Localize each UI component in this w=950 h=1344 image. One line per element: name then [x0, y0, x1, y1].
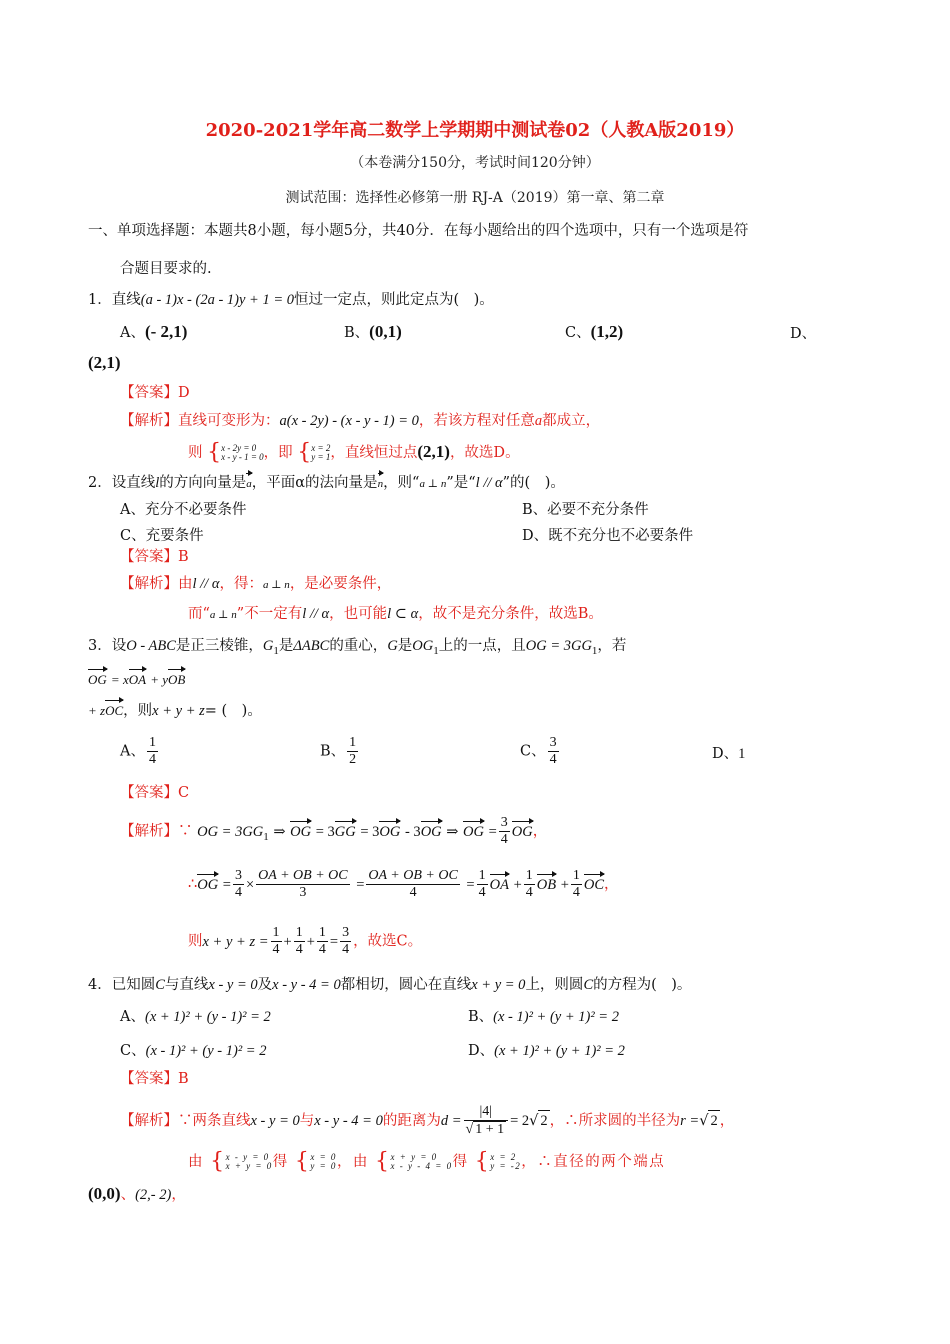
math: =: [488, 823, 497, 840]
text: ，故选D。: [449, 445, 520, 461]
row: x - y = 0: [225, 1152, 270, 1162]
fraction: [233, 868, 244, 901]
exam-range: 测试范围：选择性必修第一册 RJ-A（2019）第一章、第二章: [285, 190, 665, 206]
row: x + y = 0: [390, 1152, 438, 1162]
denominator: 3: [299, 885, 307, 900]
denominator: 4: [234, 885, 242, 900]
vector: GG: [334, 823, 356, 840]
brace: {: [297, 440, 312, 465]
text: 及: [257, 977, 273, 993]
q2-option-b: B、必要不充分条件: [522, 502, 649, 518]
radicand: 1 + 1: [475, 1122, 505, 1137]
fraction: [347, 735, 358, 768]
option-label: B、: [344, 325, 370, 341]
fraction: [366, 868, 459, 901]
q2-option-d: D、既不充分也不必要条件: [522, 528, 694, 544]
text: 由: [188, 1154, 204, 1170]
numerator: 1: [272, 925, 280, 940]
denominator: 4: [572, 885, 580, 900]
numerator: 3: [342, 925, 350, 940]
vector: OG: [88, 670, 107, 690]
subscript: 1: [273, 644, 279, 657]
text: ，: [604, 876, 619, 893]
q2-answer: [120, 547, 189, 567]
option-value: 1: [738, 746, 746, 762]
q3-solution-line1: [120, 815, 547, 848]
vector: n: [378, 474, 384, 494]
option-label: A、: [120, 1009, 145, 1025]
math: - 3: [404, 823, 421, 840]
text: ，若: [597, 638, 627, 654]
math: a(x - 2y) - (x - y - 1) = 0: [279, 413, 419, 429]
q4-solution-line3: [88, 1184, 186, 1205]
answer-label: 【答案】: [120, 549, 178, 565]
q3-solution-line3: 则x + y + z = $\frac{1}{4}$ + $\frac{1}{4}$ + $\frac{1}{4}$ = $\frac{3}{4}$ ，故选C。: [188, 925, 423, 957]
text: 的重心，: [329, 638, 388, 654]
numerator: 1: [525, 868, 533, 883]
analysis-label: 【解析】: [120, 576, 178, 592]
text: 得: [272, 1154, 289, 1170]
brace: {: [210, 1149, 226, 1174]
q3-solution-line2: ∴OG = $\frac{3}{4}$ × $\frac{OA + OB + OC}{3}$ = $\frac{OA + OB + OC}{4}$ = $\frac{1}{4}$ OA + $\frac{1}{4}$ OB + $\frac{1}{4}$ OC，: [188, 868, 619, 900]
q2-stem: [88, 473, 565, 494]
numerator: 1: [318, 925, 326, 940]
text: 的方程为( )。: [593, 977, 692, 993]
option-label: A、: [120, 325, 145, 341]
option-value: (2,1): [88, 353, 121, 372]
text: ，则: [123, 703, 153, 719]
numerator: 3: [234, 868, 242, 883]
text: 3．设: [88, 638, 127, 654]
analysis-label: 【解析】: [120, 1113, 178, 1129]
fraction: $\frac{|4|}{√ 1 + 1}$: [464, 1104, 509, 1138]
option-label: C、: [520, 743, 546, 760]
q4-option-c: [120, 1041, 266, 1061]
option-label: B、: [320, 743, 346, 760]
math: = 3: [360, 823, 380, 840]
subscript: 1: [433, 644, 439, 657]
math: OG = 3GG: [525, 638, 592, 654]
system-6: [490, 1153, 521, 1171]
fraction: [340, 925, 351, 958]
option-value: (- 2,1): [144, 322, 188, 341]
fraction: [499, 815, 510, 848]
text: 上，则圆: [525, 977, 584, 993]
vector: OA: [489, 876, 509, 893]
analysis-label: 【解析】: [120, 413, 178, 429]
row: x - y - 4 = 0: [390, 1161, 453, 1171]
answer-label: 【答案】: [120, 1071, 178, 1087]
text: 、: [120, 1187, 136, 1203]
brace: {: [294, 1149, 311, 1174]
option-value: (x + 1)² + (y + 1)² = 2: [494, 1043, 625, 1059]
math: = 2: [510, 1113, 530, 1129]
fraction: [294, 925, 305, 958]
q3-stem-line3: [88, 701, 262, 721]
exam-note: （本卷满分150分，考试时间120分钟）: [350, 155, 600, 171]
numerator: 1: [295, 925, 303, 940]
text: 的距离为: [382, 1113, 441, 1129]
row: x = 2: [311, 443, 331, 453]
math: a ⊥ n: [209, 609, 237, 621]
numerator: |4|: [464, 1104, 509, 1121]
option-value: (x + 1)² + (y - 1)² = 2: [144, 1009, 271, 1025]
math: =: [466, 876, 475, 893]
fraction: [271, 925, 282, 958]
math: G: [262, 638, 274, 654]
math: ⇒: [446, 823, 459, 840]
math: x - y = 0: [250, 1113, 300, 1129]
q3-option-c: [520, 735, 561, 768]
vector: OG: [379, 823, 401, 840]
q4-option-a: [120, 1007, 271, 1027]
fraction: [256, 868, 349, 901]
math: l // α: [475, 475, 503, 491]
q3-option-a: [120, 735, 160, 768]
system-4: [310, 1153, 337, 1171]
row: x = 0: [310, 1152, 337, 1162]
answer-value: B: [178, 1071, 189, 1087]
q4-solution-line2: [188, 1149, 666, 1174]
numerator: 3: [500, 815, 508, 830]
denominator: 4: [272, 942, 280, 957]
denominator: 4: [295, 942, 303, 957]
answer-value: D: [178, 385, 190, 401]
math: l: [155, 475, 160, 491]
subscript: 1: [263, 830, 269, 843]
vector: OG: [463, 823, 484, 840]
text: 4．已知圆: [88, 977, 156, 993]
math: =: [356, 876, 365, 893]
q2-solution-line2: [188, 604, 603, 625]
math: (2,1): [417, 442, 450, 461]
text: 与: [299, 1113, 315, 1129]
text: 是: [397, 638, 413, 654]
denominator: 2: [349, 752, 357, 767]
fraction: [524, 868, 535, 901]
row: y = 0: [310, 1161, 337, 1171]
math: x - y - 4 = 0: [314, 1113, 383, 1129]
math: (2,- 2): [135, 1187, 172, 1203]
text: ，即: [263, 445, 293, 461]
vector: OA: [129, 670, 146, 690]
denominator: 4: [478, 885, 486, 900]
answer-label: 【答案】: [120, 385, 178, 401]
row: x + y = 0: [225, 1161, 273, 1171]
option-value: (x - 1)² + (y - 1)² = 2: [145, 1043, 267, 1059]
text: ，: [719, 1113, 735, 1129]
analysis-label: 【解析】: [120, 823, 178, 840]
text: 的方向向量是: [159, 475, 247, 491]
text: ，由: [336, 1154, 369, 1170]
math: a ⊥ n: [262, 579, 290, 591]
brace: {: [474, 1149, 491, 1174]
option-value: (1,2): [590, 322, 624, 341]
q3-stem-line2: [88, 670, 185, 691]
q1-solution-line1: [120, 411, 600, 431]
system-2: [311, 444, 330, 462]
answer-label: 【答案】: [120, 785, 178, 801]
page-title: 2020-2021学年高二数学上学期期中测试卷02（人教A版2019）: [205, 120, 745, 141]
math: C: [155, 977, 165, 993]
row: x = 2: [490, 1152, 517, 1162]
vector: OG: [420, 823, 442, 840]
text: ，是必要条件，: [289, 576, 392, 592]
text: ∵两条直线: [178, 1113, 251, 1129]
text: ，平面α的法向量是: [251, 475, 378, 491]
q2-option-a: A、充分不必要条件: [120, 502, 247, 518]
text: ，则“: [383, 475, 420, 491]
math: x + y + z: [152, 703, 205, 719]
text: 都成立，: [542, 413, 601, 429]
math: ΔABC: [293, 638, 330, 654]
math: d =: [440, 1113, 462, 1129]
math: a ⊥ n: [419, 478, 447, 490]
math: l // α: [302, 606, 330, 622]
vector: OC: [583, 876, 605, 893]
system-1: [221, 444, 264, 462]
fraction: [548, 735, 559, 768]
math: (0,0): [88, 1184, 121, 1203]
text: 2．设直线: [88, 475, 156, 491]
denominator: 4: [318, 942, 326, 957]
text: ∴: [188, 876, 198, 893]
text: 得: [452, 1154, 469, 1170]
text: 则: [188, 445, 203, 461]
math: x + y = 0: [471, 977, 526, 993]
math: l // α: [192, 576, 220, 592]
numerator: 1: [478, 868, 486, 883]
numerator: 1: [572, 868, 580, 883]
q3-option-d: [712, 744, 745, 764]
q3-option-b: [320, 735, 360, 768]
math: x - y - 4 = 0: [272, 977, 341, 993]
system-5: [391, 1153, 453, 1171]
math: = x: [110, 672, 129, 687]
q1-option-c: [565, 322, 623, 343]
vector: OB: [168, 670, 185, 690]
math: a: [534, 413, 543, 429]
text: = ( )。: [204, 703, 262, 719]
section-heading-line2: 合题目要求的.: [120, 261, 212, 277]
text: ，∴所求圆的半径为: [549, 1113, 681, 1129]
numerator: 1: [148, 735, 156, 750]
brace: {: [207, 440, 222, 465]
section-heading-line1: 一、单项选择题：本题共8小题，每小题5分，共40分．在每小题给出的四个选项中，只有一个选项是符: [88, 223, 749, 239]
denominator: 4: [342, 942, 350, 957]
option-value: (x - 1)² + (y + 1)² = 2: [493, 1009, 619, 1025]
q4-solution-line1: 【解析】∵两条直线x - y = 0与x - y - 4 = 0的距离为d = $\frac{|4|}{√ 1 + 1}$ = 2√ 2 ，∴所求圆的半径为r =√ 2 ，: [120, 1104, 735, 1137]
q1-option-d-label: D、: [790, 326, 817, 342]
text: 与直线: [164, 977, 209, 993]
text: 则: [188, 933, 203, 950]
q3-answer: [120, 783, 189, 803]
text: 是正三棱锥，: [175, 638, 263, 654]
q3-stem: [88, 636, 626, 661]
radicand: 2: [538, 1110, 549, 1131]
text: 直线可变形为：: [178, 413, 280, 429]
q1-stem-tail: 恒过一定点，则此定点为( )。: [293, 292, 494, 308]
q4-option-b: [468, 1007, 619, 1027]
text: ，若该方程对任意: [418, 413, 535, 429]
math: OG = 3GG: [197, 823, 264, 840]
vector: OG: [511, 823, 533, 840]
row: x - y - 1 = 0: [221, 452, 264, 462]
numerator: OA + OB + OC: [368, 868, 458, 883]
option-value: (0,1): [369, 322, 402, 341]
numerator: OA + OB + OC: [258, 868, 348, 883]
text: ，直线恒过点: [330, 445, 418, 461]
text: ，: [532, 823, 548, 840]
math: + y: [150, 672, 168, 687]
math: O - ABC: [126, 638, 176, 654]
text: ，: [171, 1187, 186, 1203]
math: = 3: [315, 823, 335, 840]
denominator: 4: [525, 885, 533, 900]
text: 由: [178, 576, 193, 592]
subscript: 1: [591, 644, 598, 657]
radicand: 2: [708, 1110, 719, 1131]
answer-value: B: [178, 549, 189, 565]
text: 是: [278, 638, 294, 654]
text: ”是“: [446, 475, 476, 491]
text: ”不一定有: [236, 606, 303, 622]
q4-stem: [88, 975, 691, 995]
option-label: D、: [468, 1043, 495, 1059]
q1-option-b: [344, 322, 402, 343]
text: ，∴直径的两个端点: [521, 1154, 666, 1170]
math: ×: [245, 876, 255, 893]
text: ，故选C。: [353, 933, 423, 950]
q1-stem: [88, 290, 494, 310]
option-label: C、: [120, 1043, 146, 1059]
fraction: [477, 868, 488, 901]
math: r =: [680, 1113, 700, 1129]
row: x - 2y = 0: [221, 443, 257, 453]
vector: OG: [290, 823, 312, 840]
text: 上的一点，且: [438, 638, 526, 654]
math: + z: [88, 703, 106, 718]
q1-answer: [120, 383, 190, 403]
math: OG: [412, 638, 434, 654]
text: 都相切，圆心在直线: [340, 977, 472, 993]
q1-option-a: [120, 322, 187, 343]
q2-option-c: C、充要条件: [120, 528, 204, 544]
fraction: [571, 868, 582, 901]
numerator: 3: [549, 735, 557, 750]
q1-solution-line2: [188, 442, 520, 463]
q4-answer: [120, 1069, 189, 1089]
option-label: A、: [120, 743, 145, 760]
row: y = 1: [311, 452, 331, 462]
answer-value: C: [178, 785, 190, 801]
vector: a: [246, 474, 252, 494]
numerator: 1: [349, 735, 357, 750]
text: ，得：: [219, 576, 263, 592]
row: y = -2: [490, 1161, 522, 1171]
text: ，也可能: [329, 606, 388, 622]
option-label: D、: [712, 746, 739, 762]
system-3: [226, 1153, 273, 1171]
math: G: [387, 638, 398, 654]
vector: OC: [105, 701, 123, 721]
denominator: 4: [409, 885, 417, 900]
denominator: 4: [549, 752, 557, 767]
option-label: C、: [565, 325, 591, 341]
denominator: 4: [148, 752, 156, 767]
math: ⇒: [273, 823, 286, 840]
fraction: [147, 735, 158, 768]
q1-number: 1．直线: [88, 292, 141, 308]
denominator: 4: [500, 832, 508, 847]
text: ∵: [178, 823, 193, 840]
fraction: [317, 925, 328, 958]
q1-equation: (a - 1)x - (2a - 1)y + 1 = 0: [140, 292, 294, 308]
vector: OG: [197, 876, 219, 893]
text: ”的( )。: [502, 475, 565, 491]
q4-option-d: [468, 1041, 625, 1061]
math: =: [222, 876, 231, 893]
vector: OB: [536, 876, 557, 893]
brace: {: [375, 1149, 391, 1174]
math: l ⊂ α: [387, 606, 419, 622]
q1-option-d: [88, 353, 121, 374]
math: x - y = 0: [208, 977, 258, 993]
math: x + y + z =: [202, 933, 269, 950]
q2-solution-line1: [120, 574, 391, 595]
option-label: B、: [468, 1009, 494, 1025]
text: 而“: [188, 606, 210, 622]
math: C: [583, 977, 594, 993]
text: ，故不是充分条件，故选B。: [418, 606, 603, 622]
